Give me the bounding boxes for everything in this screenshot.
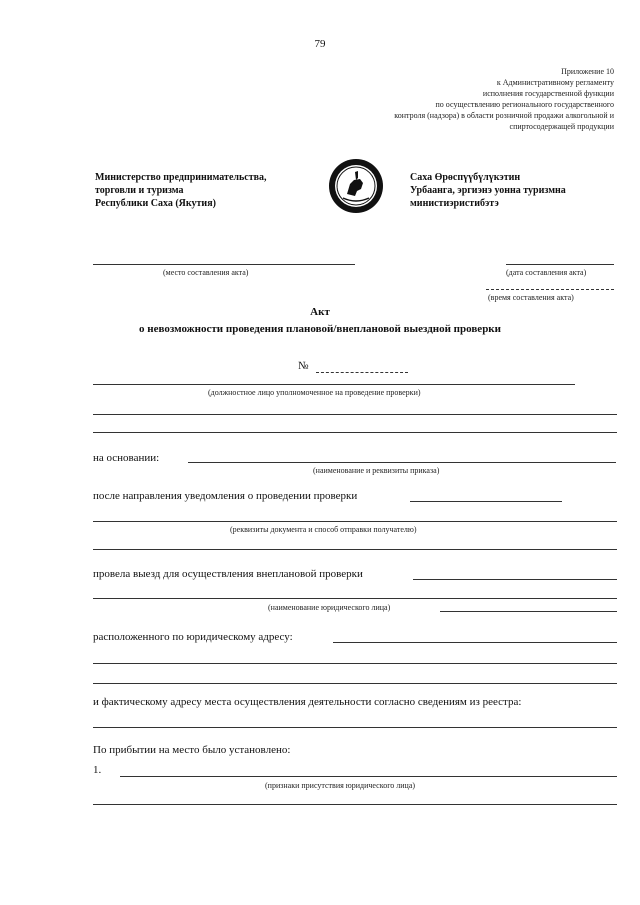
- appendix-line: Приложение 10: [561, 67, 614, 76]
- appendix-line: контроля (надзора) в области розничной продажи алкогольной и: [394, 111, 614, 120]
- place-caption: (место составления акта): [163, 268, 249, 277]
- actual-address-label: и фактическому адресу места осуществления деятельности согласно сведениям из реестра:: [93, 696, 522, 708]
- after-notice-label: после направления уведомления о проведении проверки: [93, 490, 358, 502]
- official-field-line-2[interactable]: [93, 414, 617, 415]
- appendix-header: [284, 66, 614, 132]
- actual-address-field-line[interactable]: [93, 727, 617, 728]
- visit-field-line[interactable]: [413, 579, 617, 580]
- act-number-field[interactable]: [316, 372, 408, 373]
- legal-name-field-line-2[interactable]: [440, 611, 617, 612]
- legal-name-caption: (наименование юридического лица): [268, 603, 391, 612]
- visit-label: провела выезд для осуществления внеплановой проверки: [93, 568, 363, 580]
- coat-of-arms-seal-icon: [328, 158, 384, 214]
- document-title: Акт: [310, 306, 330, 318]
- document-subtitle: о невозможности проведения плановой/внеплановой выездной проверки: [139, 323, 501, 335]
- order-caption: (наименование и реквизиты приказа): [313, 466, 440, 475]
- appendix-line: спиртосодержащей продукции: [509, 122, 614, 131]
- official-field-line[interactable]: [93, 384, 575, 385]
- notice-field-line[interactable]: [410, 501, 562, 502]
- appendix-line: исполнения государственной функции: [482, 89, 614, 98]
- notice-field-line-2[interactable]: [93, 521, 617, 522]
- notice-caption: (реквизиты документа и способ отправки получателю): [230, 525, 417, 534]
- notice-field-line-3[interactable]: [93, 549, 617, 550]
- legal-address-field-line[interactable]: [333, 642, 617, 643]
- page-number: 79: [314, 38, 326, 50]
- signs-caption: (признаки присутствия юридического лица): [265, 781, 416, 790]
- basis-field-line[interactable]: [188, 462, 616, 463]
- time-caption: (время составления акта): [488, 293, 574, 302]
- item-1-field-line[interactable]: [120, 776, 617, 777]
- official-caption: (должностное лицо уполномоченное на проведение проверки): [208, 388, 421, 397]
- place-field-line[interactable]: [93, 264, 355, 265]
- appendix-line: к Административному регламенту: [496, 78, 614, 87]
- basis-label: на основании:: [93, 452, 160, 464]
- arrival-label: По прибытии на место было установлено:: [93, 744, 291, 756]
- official-field-line-3[interactable]: [93, 432, 617, 433]
- time-field-line[interactable]: [486, 289, 614, 290]
- legal-name-field-line[interactable]: [93, 598, 617, 599]
- legal-address-label: расположенного по юридическому адресу:: [93, 631, 293, 643]
- appendix-line: по осуществлению регионального государственного: [435, 100, 614, 109]
- legal-address-field-line-3[interactable]: [93, 683, 617, 684]
- legal-address-field-line-2[interactable]: [93, 663, 617, 664]
- ministry-name-sakha: Саха Өрөспүүбүлүкэтин Урбаанга, эргиэнэ уонна туризмна министиэристибэтэ: [410, 172, 566, 209]
- date-caption: (дата составления акта): [506, 268, 587, 277]
- signs-field-line[interactable]: [93, 804, 617, 805]
- date-field-line[interactable]: [506, 264, 614, 265]
- item-1-label: 1.: [93, 764, 102, 776]
- act-number-label: №: [298, 360, 309, 372]
- ministry-name-russian: Министерство предпринимательства, торговли и туризма Республики Саха (Якутия): [95, 172, 267, 209]
